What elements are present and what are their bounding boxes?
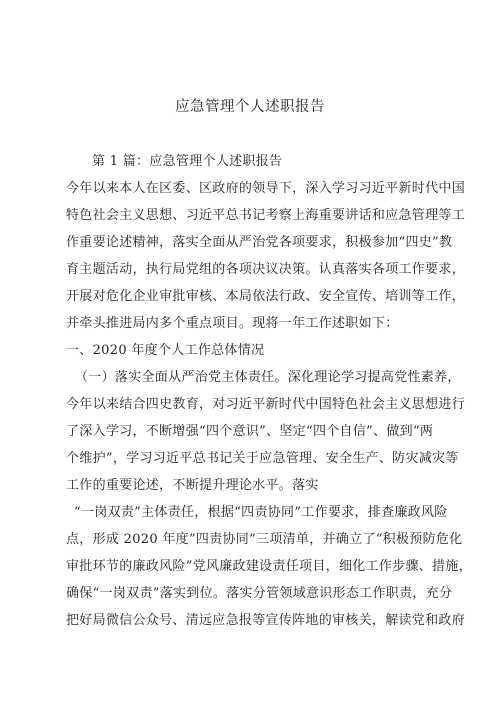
paragraph-line: “一岗双责”主体责任，根据“四责协同”工作要求，排查廉政风险 [74,505,448,520]
paragraph-line: 点，形成 2020 年度”四责协同”三项清单，并确立了“积极预防危化 [66,532,463,547]
subheading: 一、2020 年度个人工作总体情况 [66,343,265,358]
paragraph-line: 把好局微信公众号、清远应急报等宣传阵地的审核关，解读党和政府 [66,613,466,628]
document-title: 应急管理个人述职报告 [175,99,325,115]
paragraph-line: 了深入学习，不断增强“四个意识”、坚定“四个自信”、做到“两 [66,424,434,439]
paragraph-line: 审批环节的廉政风险”党风廉政建设责任项目，细化工作步骤、措施， [66,559,472,574]
paragraph-line: 作重要论述精神，落实全面从严治党各项要求，积极参加“四史”教 [66,235,453,250]
paragraph-line: 个维护”，学习习近平总书记关于应急管理、安全生产、防灾减灾等 [66,451,459,466]
paragraph-line: 今年以来结合四史教育，对习近平新时代中国特色社会主义思想进行 [66,397,466,412]
paragraph-line: 确保“一岗双责”落实到位。落实分管领域意识形态工作职责，充分 [66,586,453,601]
paragraph-line: （一）落实全面从严治党主体责任。深化理论学习提高党性素养， [75,370,461,385]
paragraph-line: 今年以来本人在区委、区政府的领导下，深入学习习近平新时代中国 [66,181,466,196]
paragraph-line: 特色社会主义思想、习近平总书记考察上海重要讲话和应急管理等工 [66,208,466,223]
paragraph-line: 并牵头推进局内多个重点项目。现将一年工作述职如下： [66,316,399,331]
section-heading: 第 1 篇：应急管理个人述职报告 [92,154,283,169]
paragraph-line: 育主题活动，执行局党组的各项决议决策。认真落实各项工作要求， [66,262,466,277]
paragraph-line: 工作的重要论述，不断提升理论水平。落实 [66,478,319,493]
paragraph-line: 开展对危化企业审批审核、本局依法行政、安全宣传、培训等工作， [66,289,466,304]
